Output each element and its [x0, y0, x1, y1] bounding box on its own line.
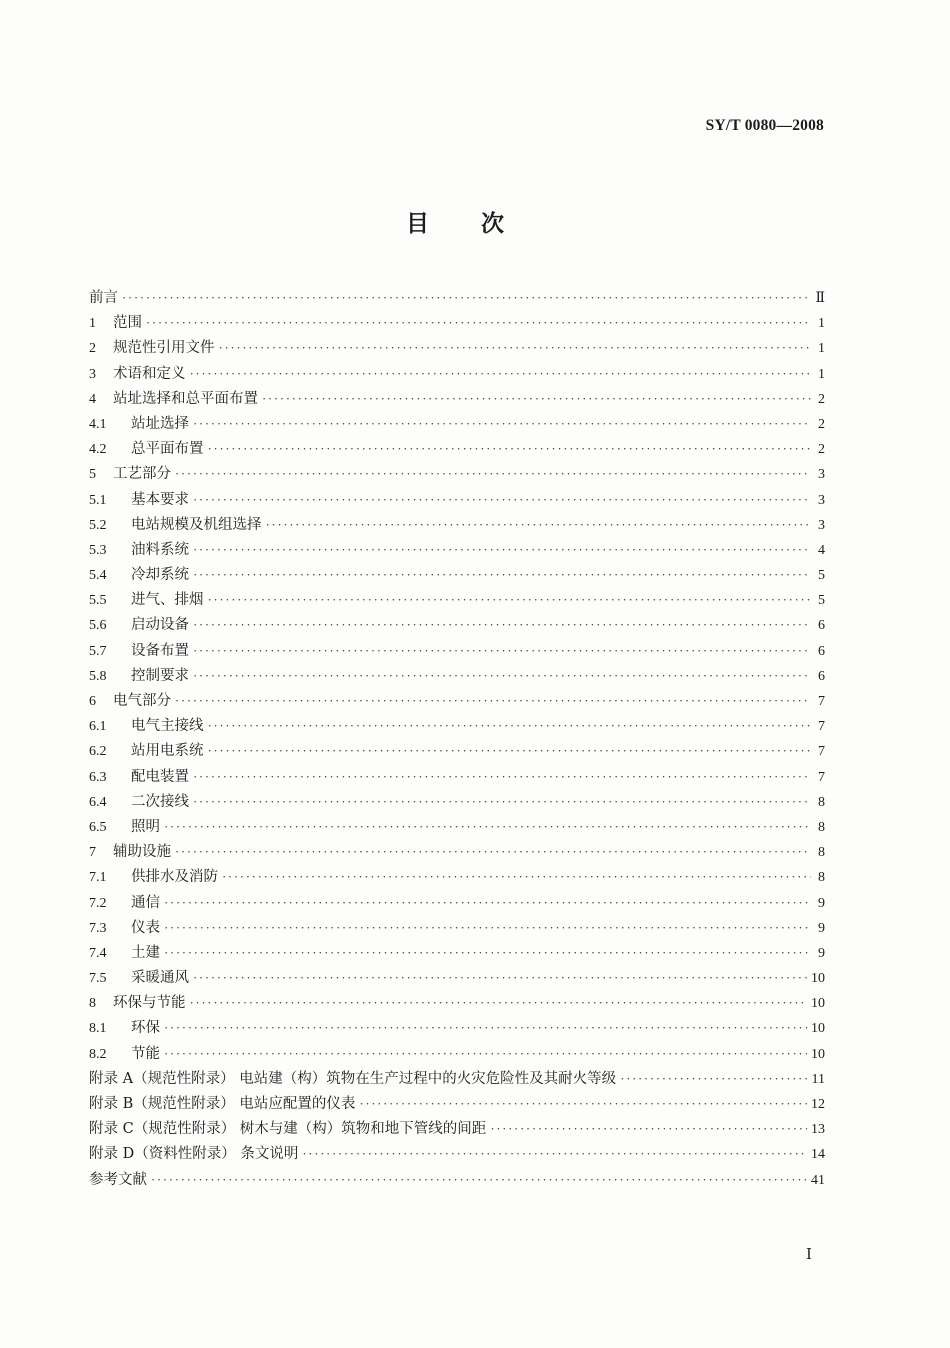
- toc-entry[interactable]: [89, 563, 825, 588]
- toc-entry-page: 10: [811, 1021, 825, 1037]
- toc-entry-page: 8: [818, 794, 825, 810]
- toc-entry[interactable]: [89, 1117, 825, 1142]
- toc-entry-label: 控制要求: [131, 667, 189, 684]
- toc-entry[interactable]: [89, 639, 825, 664]
- toc-entry-label: 辅助设施: [113, 844, 171, 861]
- dot-leader: [208, 592, 812, 608]
- toc-entry-label: 电气主接线: [131, 718, 204, 735]
- toc-entry-page: 6: [818, 668, 825, 684]
- toc-entry[interactable]: [89, 664, 825, 689]
- dot-leader: [175, 693, 811, 709]
- toc-entry-label: 环保与节能: [113, 995, 186, 1012]
- toc-entry[interactable]: [89, 387, 825, 412]
- toc-entry-label: 工艺部分: [113, 466, 171, 483]
- toc-entry-page: 1: [818, 366, 825, 382]
- toc-entry-label: 仪表: [131, 919, 160, 936]
- toc-entry-label: 基本要求: [131, 491, 189, 508]
- toc-entry-page: 3: [818, 517, 825, 533]
- toc-entry-page: 8: [818, 845, 825, 861]
- toc-entry-page: 10: [811, 1046, 825, 1062]
- toc-entry-label: 节能: [131, 1045, 160, 1062]
- toc-entry-page: 3: [818, 467, 825, 483]
- toc-entry-number: 7.3: [89, 920, 107, 936]
- toc-entry[interactable]: [89, 815, 825, 840]
- toc-entry[interactable]: [89, 462, 825, 487]
- dot-leader: [266, 517, 812, 533]
- toc-entry-page: Ⅱ: [815, 291, 825, 306]
- toc-entry-page: 7: [818, 769, 825, 785]
- toc-entry-number: 2: [89, 341, 96, 357]
- toc-entry-page: 2: [818, 391, 825, 407]
- title-char-2: 次: [481, 210, 504, 237]
- toc-entry-number: 5.5: [89, 593, 107, 609]
- toc-entry-label: 术语和定义: [113, 365, 186, 382]
- toc-entry-number: 6.3: [89, 769, 107, 785]
- dot-leader: [164, 819, 811, 835]
- toc-entry-page: 1: [818, 316, 825, 332]
- toc-entry[interactable]: [89, 865, 825, 890]
- toc-entry-number: 1: [89, 316, 96, 332]
- toc-entry-page: 6: [818, 643, 825, 659]
- toc-entry-page: 6: [818, 618, 825, 634]
- dot-leader: [359, 1096, 807, 1112]
- toc-entry-number: 6: [89, 694, 96, 709]
- toc-entry[interactable]: [89, 513, 825, 538]
- dot-leader: [164, 920, 811, 936]
- toc-entry[interactable]: [89, 1067, 825, 1092]
- dot-leader: [208, 743, 812, 759]
- toc-entry[interactable]: [89, 916, 825, 941]
- toc-entry-label: 站址选择: [131, 415, 189, 432]
- toc-entry[interactable]: [89, 412, 825, 437]
- toc-entry[interactable]: [89, 362, 825, 387]
- toc-entry[interactable]: [89, 991, 825, 1016]
- dot-leader: [193, 567, 811, 583]
- toc-entry[interactable]: [89, 840, 825, 865]
- toc-entry-number: 4.1: [89, 416, 107, 432]
- toc-entry[interactable]: [89, 1016, 825, 1041]
- toc-entry-number: 7: [89, 845, 96, 861]
- toc-entry-page: 7: [818, 694, 825, 709]
- toc-entry-label: 二次接线: [131, 793, 189, 810]
- toc-entry-label: 设备布置: [131, 642, 189, 659]
- dot-leader: [164, 1020, 807, 1036]
- toc-entry-number: 8.1: [89, 1021, 107, 1037]
- toc-entry-number: 3: [89, 366, 96, 382]
- toc-entry-page: 14: [811, 1147, 825, 1163]
- toc-entry-page: 11: [811, 1071, 825, 1087]
- toc-entry-number: 6.1: [89, 719, 107, 735]
- toc-entry-page: 2: [818, 416, 825, 432]
- toc-entry-page: 10: [811, 996, 825, 1012]
- toc-entry-number: 4.2: [89, 442, 107, 458]
- toc-entry-label: 附录 D（资料性附录） 条文说明: [89, 1146, 299, 1163]
- toc-entry-page: 8: [818, 870, 825, 886]
- toc-entry-page: 5: [818, 568, 825, 584]
- toc-entry-label: 照明: [131, 818, 160, 835]
- toc-entry-page: 3: [818, 492, 825, 508]
- dot-leader: [208, 718, 812, 734]
- toc-entry-number: 5: [89, 467, 96, 483]
- toc-entry[interactable]: [89, 891, 825, 916]
- toc-entry-label: 电气部分: [113, 693, 171, 709]
- toc-entry-number: 5.7: [89, 643, 107, 659]
- toc-entry-label: 站址选择和总平面布置: [113, 390, 258, 407]
- dot-leader: [620, 1071, 807, 1087]
- dot-leader: [193, 643, 811, 659]
- dot-leader: [193, 542, 811, 558]
- toc-entry-page: 10: [811, 971, 825, 987]
- toc-entry[interactable]: [89, 286, 825, 311]
- dot-leader: [222, 869, 811, 885]
- dot-leader: [190, 995, 808, 1011]
- dot-leader: [193, 970, 807, 986]
- dot-leader: [193, 617, 811, 633]
- toc-entry[interactable]: [89, 765, 825, 790]
- toc-entry-label: 参考文献: [89, 1171, 147, 1188]
- dot-leader: [164, 895, 811, 911]
- toc-entry-label: 附录 B（规范性附录） 电站应配置的仪表: [89, 1096, 356, 1112]
- dot-leader: [175, 844, 811, 860]
- dot-leader: [193, 769, 811, 785]
- dot-leader: [122, 290, 811, 306]
- toc-entry-page: 7: [818, 744, 825, 760]
- dot-leader: [302, 1146, 807, 1162]
- toc-entry-page: 2: [818, 442, 825, 458]
- toc-entry-label: 总平面布置: [131, 441, 204, 458]
- toc-entry-page: 13: [811, 1122, 825, 1138]
- toc-entry-label: 附录 A（规范性附录） 电站建（构）筑物在生产过程中的火灾危险性及其耐火等级: [89, 1070, 617, 1087]
- toc-entry-page: 8: [818, 819, 825, 835]
- toc-entry[interactable]: [89, 1042, 825, 1067]
- toc-entry[interactable]: [89, 488, 825, 513]
- toc-entry[interactable]: [89, 538, 825, 563]
- dot-leader: [208, 441, 812, 457]
- toc-entry[interactable]: [89, 689, 825, 714]
- toc-entry-number: 7.2: [89, 895, 107, 911]
- toc-entry-page: 4: [818, 542, 825, 558]
- dot-leader: [262, 391, 811, 407]
- toc-entry-number: 6.4: [89, 794, 107, 810]
- toc-entry-number: 7.5: [89, 971, 107, 987]
- toc-entry-label: 环保: [131, 1020, 160, 1037]
- dot-leader: [193, 794, 811, 810]
- toc-entry-page: 12: [811, 1097, 825, 1112]
- toc-entry[interactable]: [89, 613, 825, 638]
- toc-entry-label: 前言: [89, 290, 118, 306]
- toc-entry-number: 5.6: [89, 618, 107, 634]
- dot-leader: [193, 416, 811, 432]
- toc-entry-label: 范围: [113, 315, 142, 332]
- toc-entry-number: 4: [89, 391, 96, 407]
- toc-entry[interactable]: [89, 966, 825, 991]
- toc-entry-number: 6.5: [89, 819, 107, 835]
- toc-entry-page: 5: [818, 593, 825, 609]
- toc-entry-page: 41: [811, 1172, 825, 1188]
- dot-leader: [190, 366, 812, 382]
- dot-leader: [490, 1121, 807, 1137]
- toc-entry-number: 7.1: [89, 870, 107, 886]
- page-title: [406, 205, 504, 238]
- toc-entry-label: 配电装置: [131, 768, 189, 785]
- toc-entry-label: 土建: [131, 944, 160, 961]
- toc-entry-number: 5.1: [89, 492, 107, 508]
- toc-entry[interactable]: [89, 588, 825, 613]
- toc-entry-number: 5.8: [89, 668, 107, 684]
- toc-entry-label: 进气、排烟: [131, 592, 204, 609]
- toc-entry-label: 通信: [131, 894, 160, 911]
- toc-entry-label: 启动设备: [131, 617, 189, 634]
- toc-entry-page: 7: [818, 719, 825, 735]
- toc-entry-label: 采暖通风: [131, 970, 189, 987]
- toc-entry-page: 1: [818, 341, 825, 357]
- toc-entry-label: 油料系统: [131, 541, 189, 558]
- dot-leader: [175, 466, 811, 482]
- toc-entry[interactable]: [89, 941, 825, 966]
- title-char-1: 目: [406, 210, 429, 237]
- toc-entry-label: 冷却系统: [131, 567, 189, 584]
- toc-entry-number: 7.4: [89, 945, 107, 961]
- dot-leader: [219, 340, 812, 356]
- page-number: Ⅰ: [806, 1247, 812, 1263]
- toc-entry-number: 6.2: [89, 744, 107, 760]
- toc-entry-label: 供排水及消防: [131, 869, 218, 886]
- toc-entry-number: 8.2: [89, 1046, 107, 1062]
- toc-entry-page: 9: [818, 945, 825, 961]
- dot-leader: [193, 668, 811, 684]
- toc-entry[interactable]: [89, 1168, 825, 1193]
- table-of-contents: [89, 286, 825, 1193]
- toc-entry-label: 规范性引用文件: [113, 340, 215, 357]
- toc-entry-number: 5.2: [89, 517, 107, 533]
- dot-leader: [146, 315, 811, 331]
- toc-entry[interactable]: [89, 311, 825, 336]
- toc-entry[interactable]: [89, 437, 825, 462]
- toc-entry-page: 9: [818, 920, 825, 936]
- toc-entry[interactable]: [89, 336, 825, 361]
- toc-entry-number: 8: [89, 996, 96, 1012]
- toc-entry-label: 站用电系统: [131, 743, 204, 760]
- toc-entry-number: 5.4: [89, 568, 107, 584]
- toc-entry-label: 电站规模及机组选择: [131, 516, 262, 533]
- toc-entry-label: 附录 C（规范性附录） 树木与建（构）筑物和地下管线的间距: [89, 1121, 487, 1138]
- toc-entry-page: 9: [818, 895, 825, 911]
- standard-code: SY/T 0080—2008: [705, 117, 824, 134]
- toc-entry[interactable]: [89, 739, 825, 764]
- dot-leader: [164, 945, 811, 961]
- dot-leader: [193, 492, 811, 508]
- toc-entry[interactable]: [89, 714, 825, 739]
- toc-entry[interactable]: [89, 790, 825, 815]
- toc-entry[interactable]: [89, 1142, 825, 1167]
- toc-entry-number: 5.3: [89, 542, 107, 558]
- dot-leader: [164, 1046, 807, 1062]
- toc-entry[interactable]: [89, 1092, 825, 1117]
- dot-leader: [151, 1172, 807, 1188]
